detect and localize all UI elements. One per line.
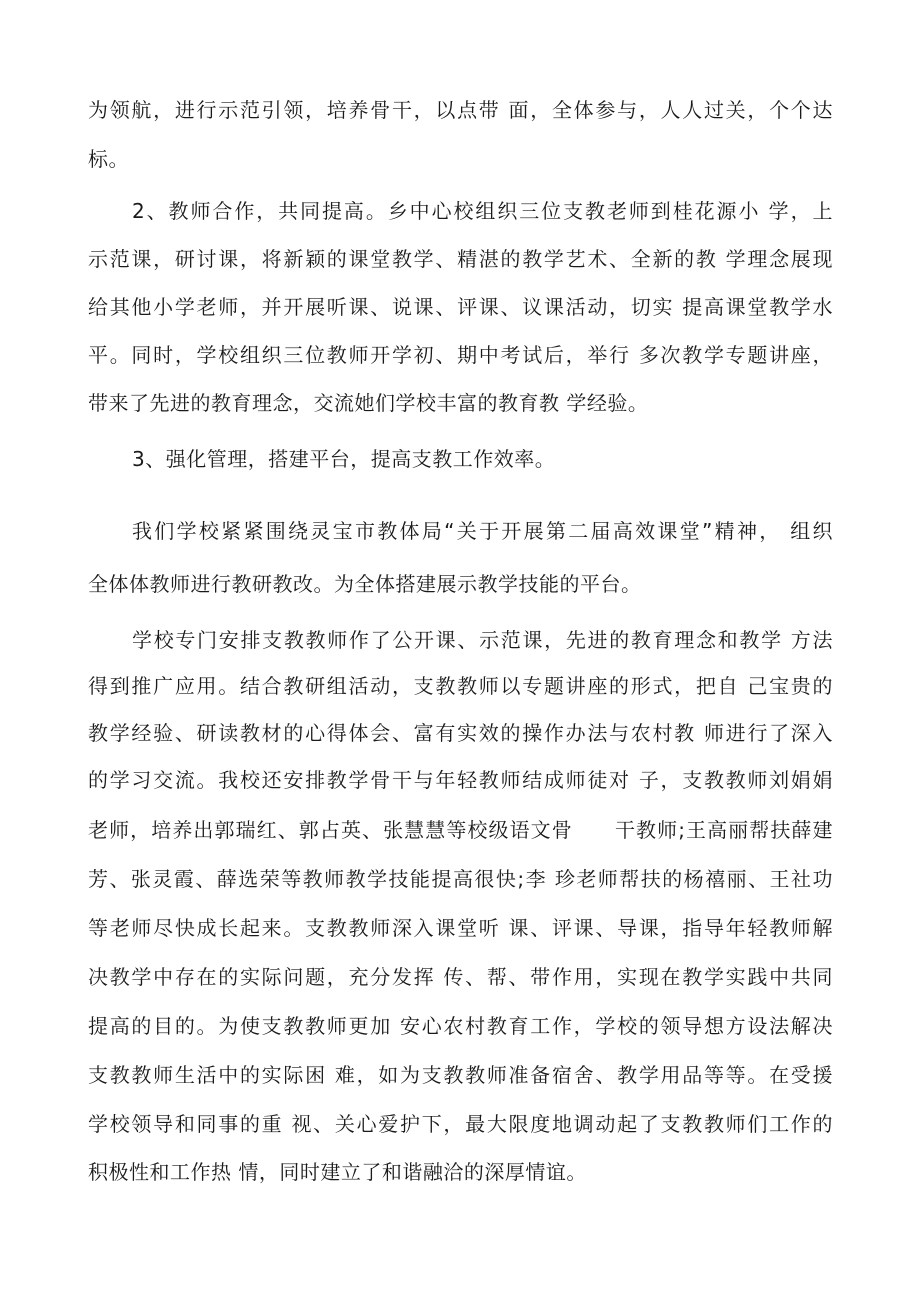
text-line: 芳、张灵霞、薛选荣等教师教学技能提高很快;李 珍老师帮扶的杨禧丽、王社功 (88, 867, 833, 891)
text-line: 提高的目的。为使支教教师更加 安心农村教育工作，学校的领导想方设法解决 (88, 1014, 833, 1038)
text-line: 平。同时，学校组织三位教师开学初、期中考试后，举行 多次教学专题讲座， (88, 343, 833, 367)
text-line: 的学习交流。我校还安排教学骨干与年轻教师结成师徒对 子，支教教师刘娟娟 (88, 768, 833, 792)
text-line: 为领航，进行示范引领，培养骨干，以点带 面，全体参与，人人过关，个个达 (88, 98, 833, 122)
text-line: 等老师尽快成长起来。支教教师深入课堂听 课、评课、导课，指导年轻教师解 (88, 916, 833, 940)
text-line: 学校领导和同事的重 视、关心爱护下，最大限度地调动起了支教教师们工作的 (88, 1112, 833, 1136)
text-line: 我们学校紧紧围绕灵宝市教体局“关于开展第二届高效课堂”精神， 组织 (132, 519, 833, 543)
text-line: 给其他小学老师，并开展听课、说课、评课、议课活动，切实 提高课堂教学水 (88, 295, 833, 319)
text-line: 支教教师生活中的实际困 难，如为支教教师准备宿舍、教学用品等等。在受援 (88, 1063, 833, 1087)
text-line: 得到推广应用。结合教研组活动，支教教师以专题讲座的形式，把自 己宝贵的 (88, 674, 833, 698)
text-line: 3、强化管理，搭建平台，提高支教工作效率。 (132, 447, 556, 471)
text-line: 决教学中存在的实际问题，充分发挥 传、帮、带作用，实现在教学实践中共同 (88, 965, 833, 989)
text-line: 学校专门安排支教教师作了公开课、示范课，先进的教育理念和教学 方法 (132, 628, 833, 652)
text-line: 老师，培养出郭瑞红、郭占英、张慧慧等校级语文骨 干教师;王高丽帮扶薛建 (88, 818, 833, 842)
text-line: 标。 (88, 147, 129, 171)
text-line: 带来了先进的教育理念，交流她们学校丰富的教育教 学经验。 (88, 391, 649, 415)
text-line: 积极性和工作热 情，同时建立了和谐融洽的深厚情谊。 (88, 1160, 587, 1184)
text-line: 2、教师合作，共同提高。乡中心校组织三位支教老师到桂花源小 学，上 (132, 199, 833, 223)
text-line: 教学经验、研读教材的心得体会、富有实效的操作办法与农村教 师进行了深入 (88, 721, 833, 745)
text-line: 全体体教师进行教研教改。为全体搭建展示教学技能的平台。 (88, 572, 642, 596)
text-line: 示范课，研讨课，将新颖的课堂教学、精湛的教学艺术、全新的教 学理念展现 (88, 247, 833, 271)
